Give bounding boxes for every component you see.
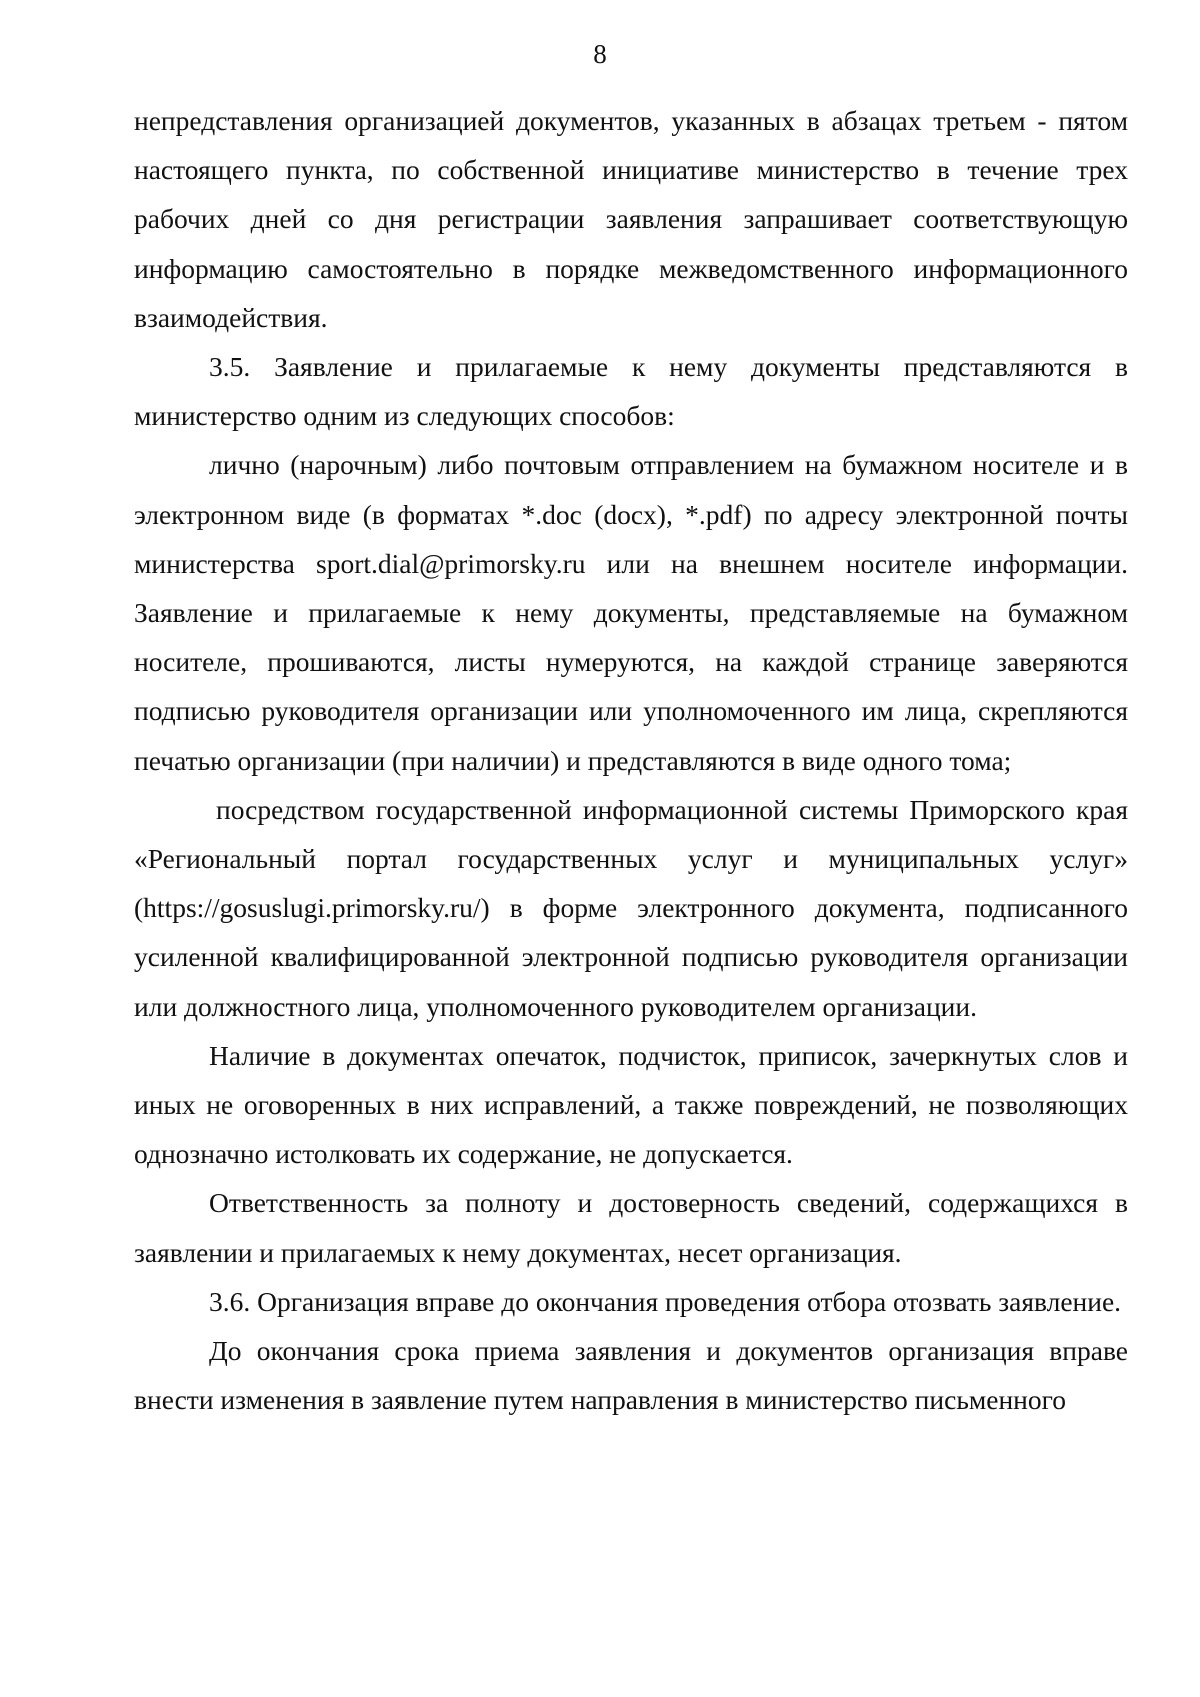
paragraph-responsibility: Ответственность за полноту и достоверность сведений, содержащихся в заявлении и прилагаемых к нему документах, несет организация. [134, 1187, 1128, 1268]
paragraph-corrections: Наличие в документах опечаток, подчисток, приписок, зачеркнутых слов и иных не оговоренных в них исправлений, а также повреждений, не позволяющих однозначно истолковать их содержание, не допускается. [134, 1039, 1128, 1170]
paragraph-submission-in-person: лично (нарочным) либо почтовым отправлением на бумажном носителе и в электронном виде (в форматах *.doc (docx), *.pdf) по адресу электронной почты министерства sport.dial@primorsky.ru или на внешнем носителе информации. Заявление и прилагаемые к нему документы, представляемые на бумажном носителе, прошиваются, листы нумеруются, на каждой странице заверяются подписью руководителя организации или уполномоченного им лица, скрепляются печатью организации (при наличии) и представляются в виде одного тома; [134, 449, 1128, 776]
paragraph-3-5: 3.5. Заявление и прилагаемые к нему документы представляются в министерство одним из следующих способов: [134, 351, 1128, 432]
paragraph-changes: До окончания срока приема заявления и документов организация вправе внести изменения в заявление путем направления в министерство письменного [134, 1335, 1128, 1416]
paragraph-3-6: 3.6. Организация вправе до окончания проведения отбора отозвать заявление. [209, 1285, 1122, 1317]
page-number: 8 [593, 39, 607, 69]
document-body [134, 96, 1128, 1424]
paragraph-continuation: непредставления организацией документов, указанных в абзацах третьем - пятом настоящего пункта, по собственной инициативе министерство в течение трех рабочих дней со дня регистрации заявления запрашивает соответствующую информацию самостоятельно в порядке межведомственного информационного взаимодействия. [134, 105, 1128, 333]
paragraph-submission-portal: посредством государственной информационной системы Приморского края «Региональный портал государственных услуг и муниципальных услуг» (https://gosuslugi.primorsky.ru/) в форме электронного документа, подписанного усиленной квалифицированной электронной подписью руководителя организации или должностного лица, уполномоченного руководителем организации. [134, 793, 1128, 1022]
